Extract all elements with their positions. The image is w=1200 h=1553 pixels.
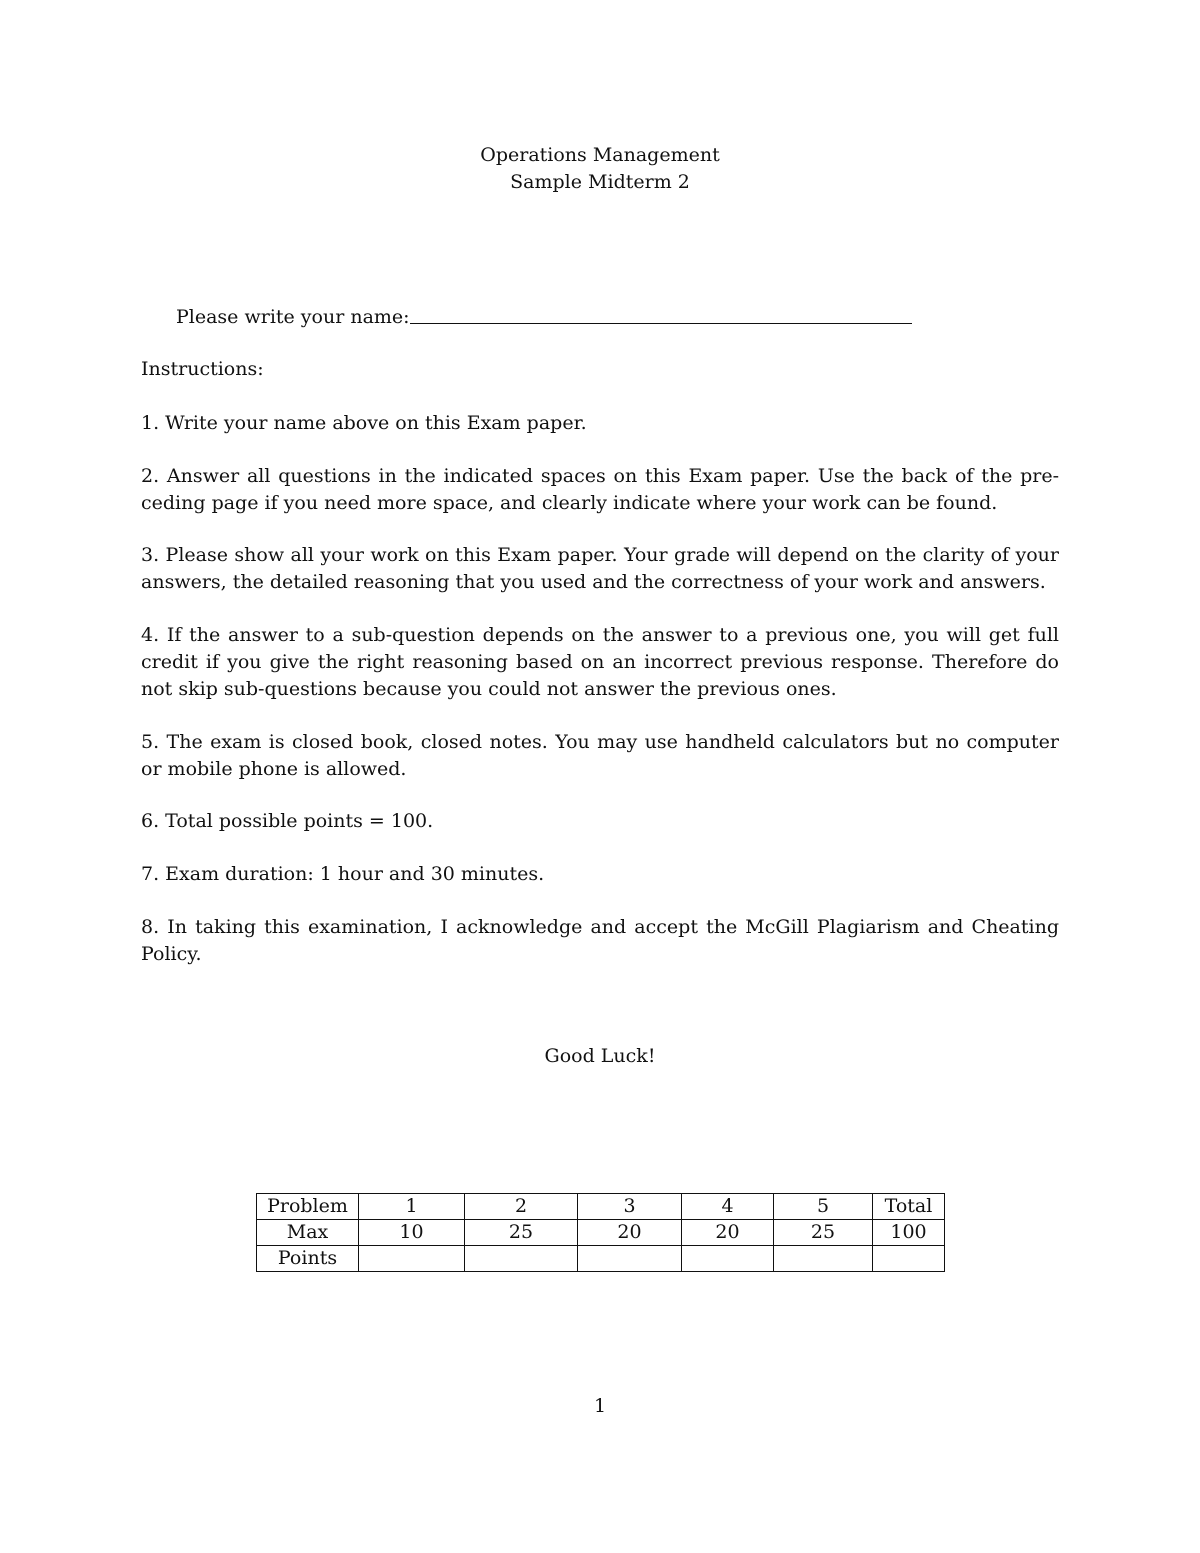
title-block — [0, 142, 1200, 196]
instruction-item: 8. In taking this examination, I acknowledge and accept the McGill Plagiarism and Cheating Policy. — [141, 916, 1059, 965]
instruction-item: 7. Exam duration: 1 hour and 30 minutes. — [141, 863, 545, 885]
points-entry-cell[interactable] — [873, 1246, 945, 1272]
table-cell: Max — [257, 1220, 359, 1246]
instruction-item: 1. Write your name above on this Exam paper. — [141, 412, 587, 434]
course-title: Operations Management — [480, 144, 720, 166]
page-number: 1 — [593, 1395, 607, 1417]
name-blank-line[interactable] — [410, 323, 912, 324]
table-cell: Total — [873, 1194, 945, 1220]
table-row-header — [257, 1194, 945, 1220]
instruction-item: 3. Please show all your work on this Exam paper. Your grade will depend on the clarity of your answers, the detailed reasoning that you used and the correctness of your work and answers. — [141, 544, 1059, 593]
name-field-row — [176, 304, 936, 331]
points-entry-cell[interactable] — [359, 1246, 465, 1272]
table-cell: Problem — [257, 1194, 359, 1220]
table-cell: 2 — [465, 1194, 578, 1220]
points-entry-cell[interactable] — [774, 1246, 873, 1272]
exam-title: Sample Midterm 2 — [510, 171, 690, 193]
name-label: Please write your name: — [176, 306, 410, 328]
instruction-item: 5. The exam is closed book, closed notes. You may use handheld calculators but no computer or mobile phone is allowed. — [141, 731, 1059, 780]
table-cell: 20 — [578, 1220, 682, 1246]
table-cell: 20 — [682, 1220, 774, 1246]
points-entry-cell[interactable] — [682, 1246, 774, 1272]
instruction-item: 4. If the answer to a sub-question depends on the answer to a previous one, you will get full credit if you give the right reasoning based on an incorrect previous response. Therefore do not skip sub-questions because you could not answer the previous ones. — [141, 624, 1059, 700]
table-cell: 25 — [774, 1220, 873, 1246]
good-luck-text: Good Luck! — [544, 1045, 656, 1067]
table-cell: 100 — [873, 1220, 945, 1246]
table-cell: 25 — [465, 1220, 578, 1246]
instruction-item: 6. Total possible points = 100. — [141, 810, 434, 832]
table-row-points — [257, 1246, 945, 1272]
table-cell: 5 — [774, 1194, 873, 1220]
points-entry-cell[interactable] — [578, 1246, 682, 1272]
instruction-item: 2. Answer all questions in the indicated spaces on this Exam paper. Use the back of the pre-ceding page if you need more space, and clearly indicate where your work can be found. — [141, 465, 1059, 514]
table-cell: 4 — [682, 1194, 774, 1220]
table-row-max — [257, 1220, 945, 1246]
table-cell: 3 — [578, 1194, 682, 1220]
table-cell: 1 — [359, 1194, 465, 1220]
score-table — [256, 1193, 945, 1272]
table-cell: 10 — [359, 1220, 465, 1246]
instructions-heading: Instructions: — [141, 358, 264, 380]
table-cell: Points — [257, 1246, 359, 1272]
points-entry-cell[interactable] — [465, 1246, 578, 1272]
